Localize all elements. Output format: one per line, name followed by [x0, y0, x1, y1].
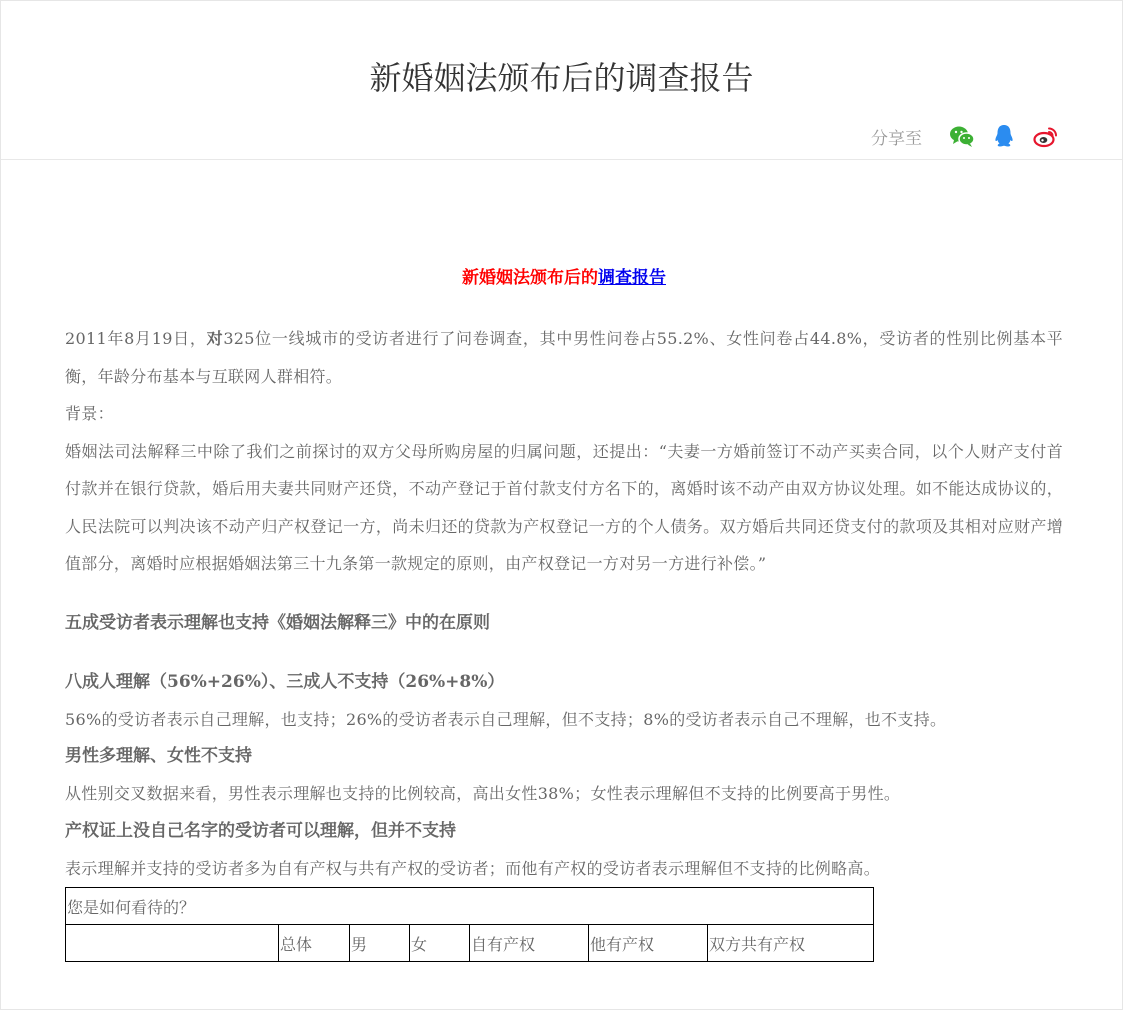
page-header — [1, 1, 1122, 160]
intro-date: 2011年8月19日， — [65, 329, 207, 348]
background-paragraph: 婚姻法司法解释三中除了我们之前探讨的双方父母所购房屋的归属问题，还提出：“夫妻一方婚前签订不动产买卖合同，以个人财产支付首付款并在银行贷款，婚后用夫妻共同财产还贷，不动产登记于首付款支付方名下的，离婚时该不动产由双方协议处理。如不能达成协议的，人民法院可以判决该不动产归产权登记一方，尚未归还的贷款为产权登记一方的个人债务。双方婚后共同还贷支付的款项及其相对应财产增值部分，离婚时应根据婚姻法第三十九条第一款规定的原则，由产权登记一方对另一方进行补偿。” — [65, 441, 1063, 573]
page-title: 新婚姻法颁布后的调查报告 — [369, 59, 754, 97]
section-heading-4: 产权证上没自己名字的受访者可以理解，但并不支持 — [65, 820, 456, 841]
table-header-cell: 双方共有产权 — [708, 925, 874, 962]
table-header-cell: 女 — [410, 925, 470, 962]
section-heading-1: 五成受访者表示理解也支持《婚姻法解释三》中的在原则 — [65, 612, 490, 633]
section-text-3: 从性别交叉数据来看，男性表示理解也支持的比例较高，高出女性38%；女性表示理解但不支持的比例要高于男性。 — [65, 784, 901, 803]
share-bar — [871, 122, 1060, 150]
section-text-4: 表示理解并支持的受访者多为自有产权与共有产权的受访者；而他有产权的受访者表示理解但不支持的比例略高。 — [65, 858, 881, 878]
intro-paragraph — [65, 320, 1063, 395]
weibo-icon[interactable] — [1032, 122, 1060, 150]
section-heading-3: 男性多理解、女性不支持 — [65, 746, 252, 766]
survey-table — [65, 887, 874, 962]
table-header-row — [66, 925, 874, 962]
background-label: 背景： — [65, 404, 114, 423]
table-question: 您是如何看待的？ — [66, 888, 874, 925]
article-title — [65, 266, 1063, 290]
section-text-2: 56%的受访者表示自己理解，也支持；26%的受访者表示自己理解，但不支持；8%的受访者表示自己不理解，也不支持。 — [65, 709, 947, 729]
intro-bold-word: 对 — [206, 329, 224, 348]
article-content — [65, 159, 1063, 962]
intro-text: 325位一线城市的受访者进行了问卷调查，其中男性问卷占55.2%、女性问卷占44.8%，受访者的性别比例基本平衡，年龄分布基本与互联网人群相符。 — [65, 329, 1063, 386]
qq-icon[interactable] — [990, 122, 1018, 150]
table-header-cell: 自有产权 — [470, 925, 589, 962]
table-question-row — [66, 888, 874, 925]
section-heading-2: 八成人理解（56%+26%）、三成人不支持（26%+8%） — [65, 671, 505, 692]
table-header-cell — [66, 925, 279, 962]
table-header-cell: 男 — [350, 925, 410, 962]
article-title-text: 新婚姻法颁布后的 — [462, 268, 598, 288]
table-header-cell: 他有产权 — [589, 925, 708, 962]
wechat-icon[interactable] — [948, 122, 976, 150]
survey-report-link[interactable]: 调查报告 — [598, 268, 666, 288]
table-header-cell: 总体 — [279, 925, 350, 962]
share-label: 分享至 — [871, 128, 922, 149]
